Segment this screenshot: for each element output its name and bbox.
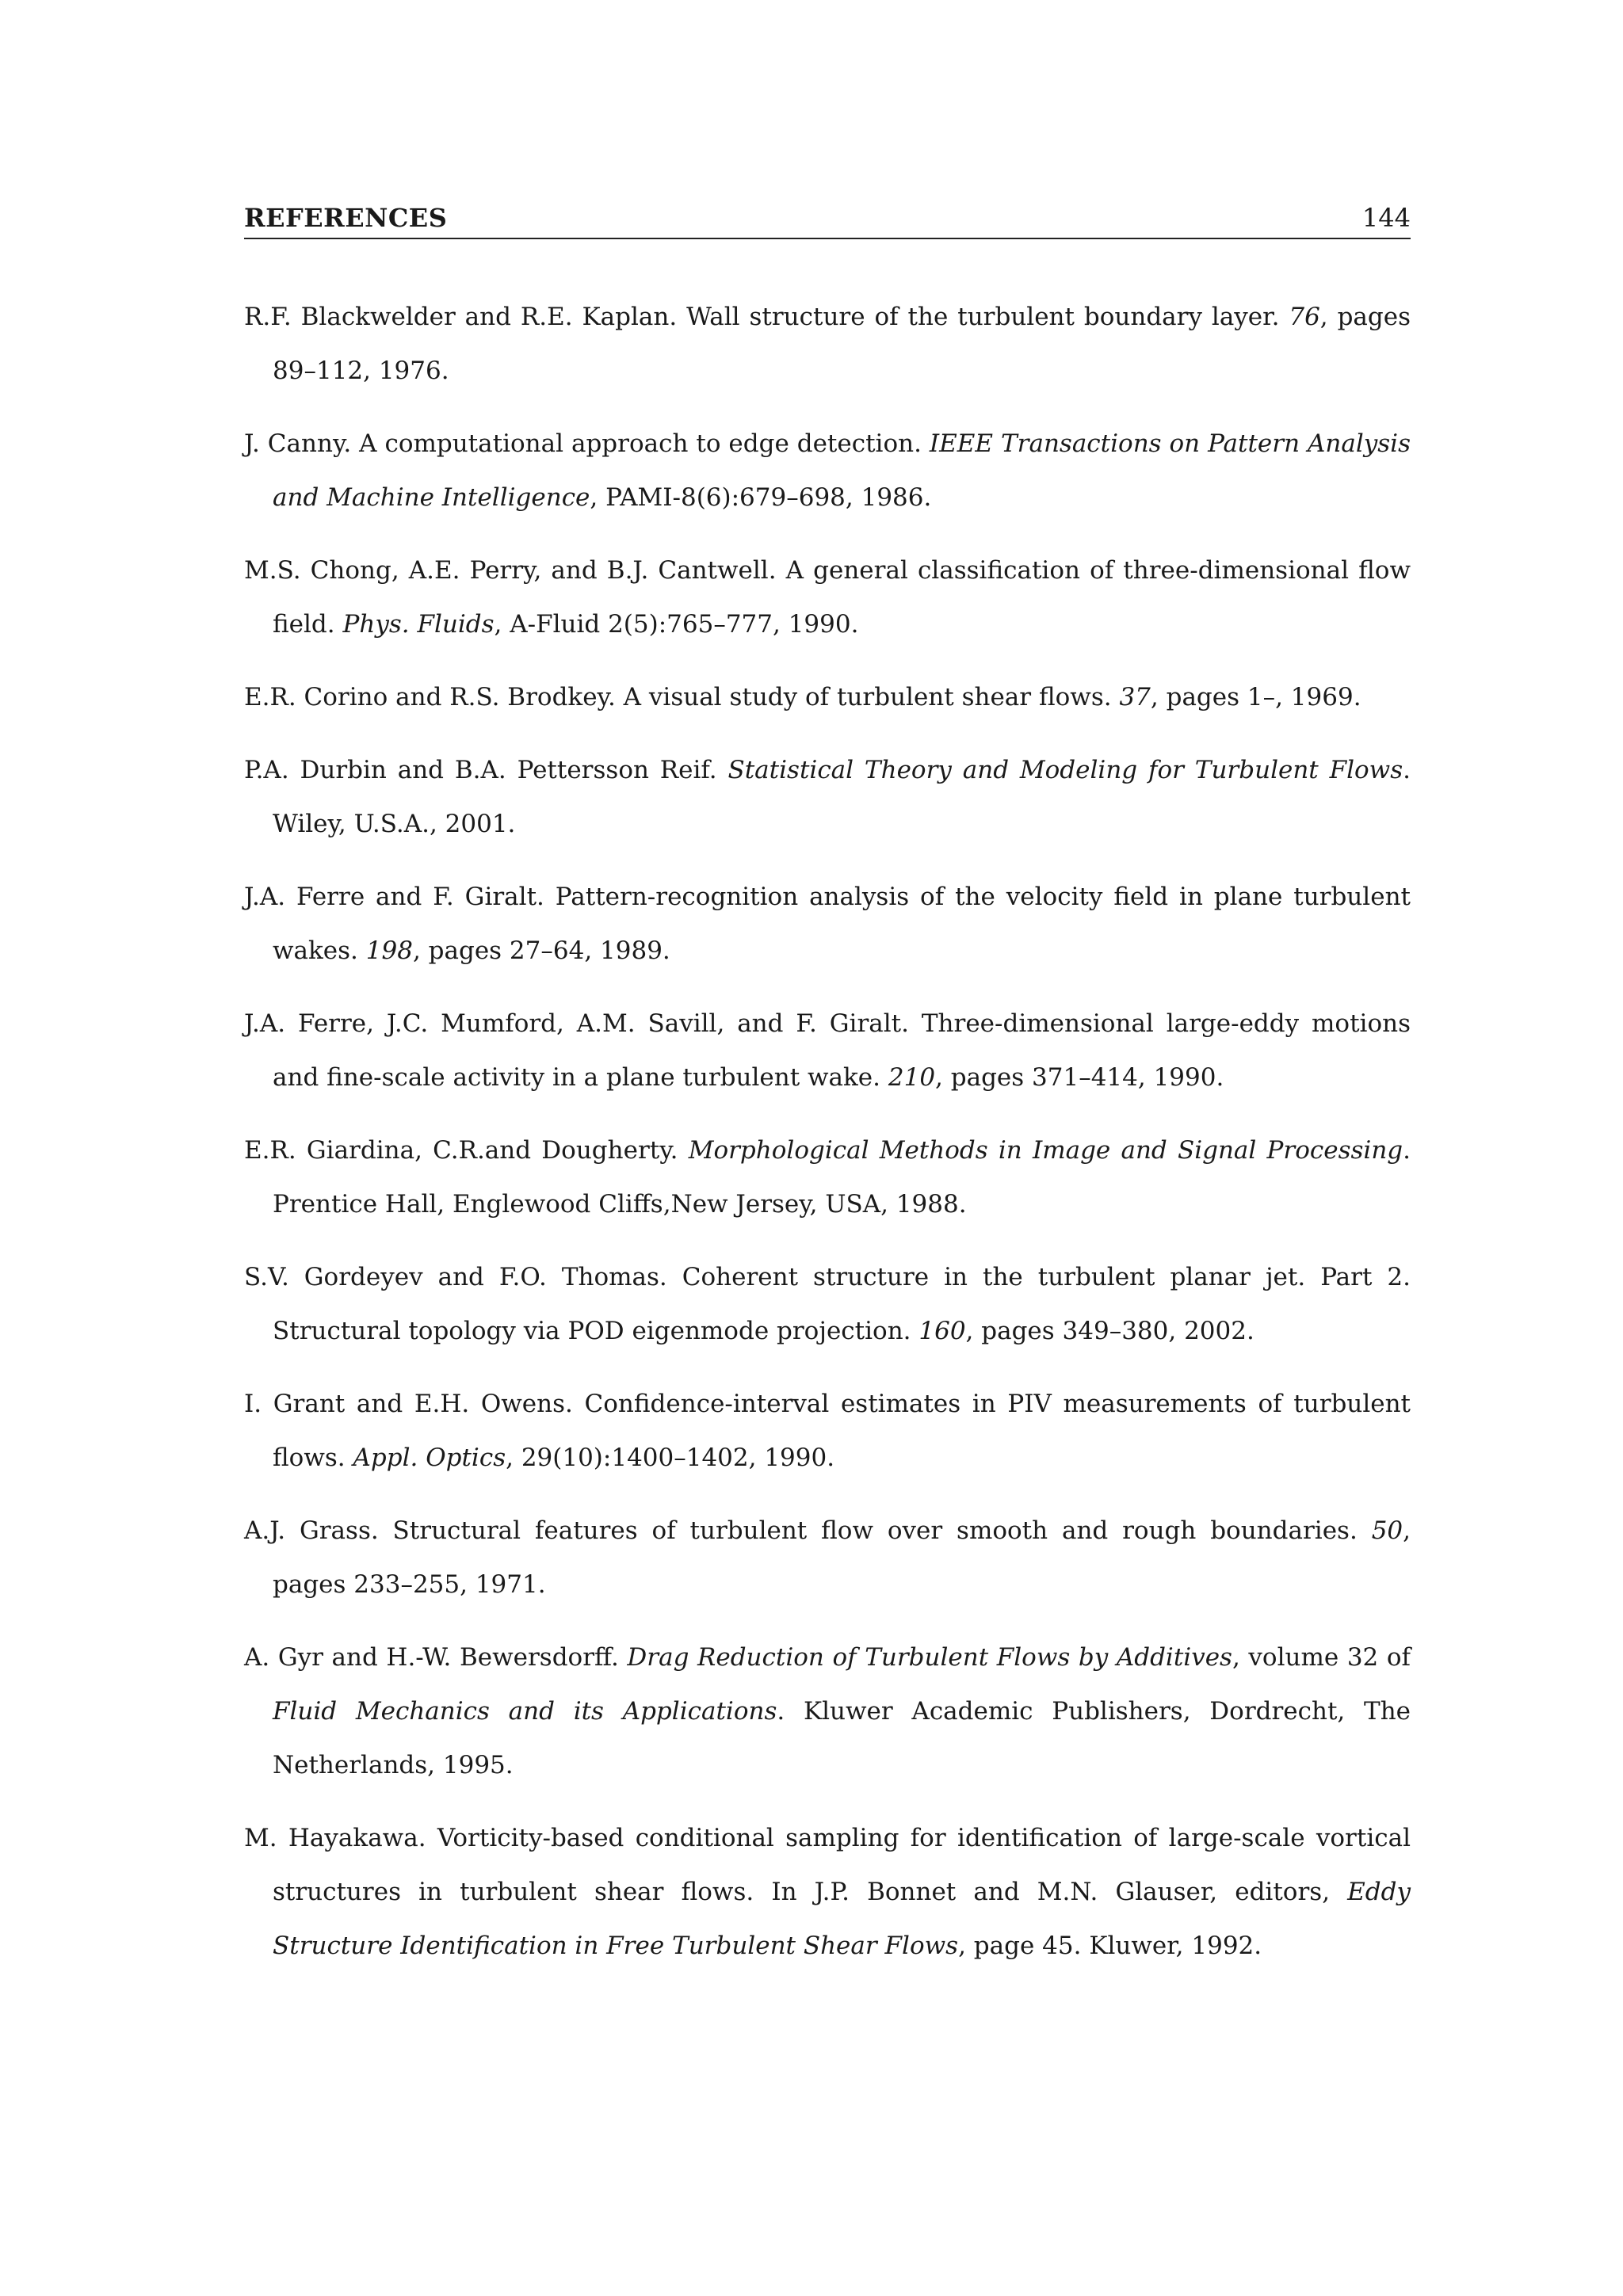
- reference-italic-text: 50: [1371, 1516, 1403, 1545]
- reference-text: J. Canny. A computational approach to edge detection.: [244, 429, 930, 458]
- reference-text: , pages 1–, 1969.: [1150, 683, 1361, 711]
- reference-italic-text: Drag Reduction of Turbulent Flows by Additives: [627, 1643, 1232, 1672]
- reference-italic-text: Phys. Fluids: [342, 610, 495, 639]
- reference-entry: [244, 1123, 1411, 1231]
- reference-entry: [244, 743, 1411, 851]
- reference-text: . Prentice Hall, Englewood Cliffs,New Jersey, USA, 1988.: [273, 1136, 1411, 1219]
- reference-text: , pages 27–64, 1989.: [412, 936, 670, 965]
- reference-italic-text: Statistical Theory and Modeling for Turbulent Flows: [727, 756, 1403, 784]
- reference-entry: [244, 417, 1411, 524]
- running-head: REFERENCES: [244, 203, 448, 233]
- reference-text: , 29(10):1400–1402, 1990.: [506, 1444, 835, 1472]
- reference-text: E.R. Corino and R.S. Brodkey. A visual study of turbulent shear flows.: [244, 683, 1120, 711]
- reference-text: , page 45. Kluwer, 1992.: [958, 1932, 1262, 1960]
- page-header: [244, 201, 1411, 239]
- reference-text: . Wiley, U.S.A., 2001.: [273, 756, 1411, 838]
- reference-text: S.V. Gordeyev and F.O. Thomas. Coherent structure in the turbulent planar jet. Part 2. Structural topology via POD eigenmode projection.: [244, 1263, 1411, 1345]
- reference-italic-text: IEEE Transactions on Pattern Analysis and Machine Intelligence: [273, 429, 1411, 512]
- reference-text: , pages 89–112, 1976.: [273, 303, 1411, 385]
- reference-text: , pages 233–255, 1971.: [273, 1516, 1411, 1599]
- reference-italic-text: Appl. Optics: [353, 1444, 506, 1472]
- reference-entry: [244, 670, 1411, 724]
- reference-italic-text: 198: [365, 936, 413, 965]
- reference-text: A. Gyr and H.-W. Bewersdorff.: [244, 1643, 628, 1672]
- reference-italic-text: 160: [918, 1317, 966, 1345]
- reference-italic-text: 76: [1289, 303, 1320, 331]
- reference-text: M.S. Chong, A.E. Perry, and B.J. Cantwell. A general classification of three-dimensional flow field.: [244, 556, 1411, 639]
- reference-text: , volume 32 of: [1232, 1643, 1411, 1672]
- reference-text: E.R. Giardina, C.R.and Dougherty.: [244, 1136, 689, 1165]
- reference-text: I. Grant and E.H. Owens. Confidence-interval estimates in PIV measurements of turbulent flows.: [244, 1390, 1411, 1472]
- reference-entry: [244, 1630, 1411, 1792]
- reference-text: J.A. Ferre and F. Giralt. Pattern-recognition analysis of the velocity field in plane turbulent wakes.: [244, 883, 1411, 965]
- reference-italic-text: Eddy Structure Identification in Free Turbulent Shear Flows: [273, 1878, 1411, 1960]
- reference-italic-text: Fluid Mechanics and its Applications: [273, 1697, 777, 1726]
- reference-text: , A-Fluid 2(5):765–777, 1990.: [494, 610, 859, 639]
- reference-text: A.J. Grass. Structural features of turbulent flow over smooth and rough boundaries.: [244, 1516, 1372, 1545]
- reference-text: , PAMI-8(6):679–698, 1986.: [590, 483, 932, 512]
- reference-text: J.A. Ferre, J.C. Mumford, A.M. Savill, and F. Giralt. Three-dimensional large-eddy motions and fine-scale activity in a plane turbulent wake.: [244, 1009, 1411, 1092]
- reference-text: M. Hayakawa. Vorticity-based conditional sampling for identification of large-scale vortical structures in turbulent shear flows. In J.P. Bonnet and M.N. Glauser, editors,: [244, 1824, 1411, 1906]
- reference-entry: [244, 290, 1411, 398]
- reference-italic-text: Morphological Methods in Image and Signal Processing: [688, 1136, 1403, 1165]
- reference-italic-text: 37: [1119, 683, 1151, 711]
- reference-entry: [244, 1504, 1411, 1611]
- reference-text: , pages 349–380, 2002.: [965, 1317, 1254, 1345]
- reference-entry: [244, 1250, 1411, 1358]
- reference-italic-text: 210: [888, 1063, 936, 1092]
- reference-text: R.F. Blackwelder and R.E. Kaplan. Wall structure of the turbulent boundary layer.: [244, 303, 1289, 331]
- reference-text: , pages 371–414, 1990.: [935, 1063, 1224, 1092]
- reference-entry: [244, 543, 1411, 651]
- reference-list: [244, 290, 1411, 1992]
- reference-entry: [244, 1811, 1411, 1973]
- reference-text: P.A. Durbin and B.A. Pettersson Reif.: [244, 756, 728, 784]
- reference-text: . Kluwer Academic Publishers, Dordrecht, The Netherlands, 1995.: [273, 1697, 1411, 1779]
- reference-entry: [244, 1377, 1411, 1485]
- page-number: 144: [1361, 203, 1411, 233]
- reference-entry: [244, 997, 1411, 1104]
- reference-entry: [244, 870, 1411, 978]
